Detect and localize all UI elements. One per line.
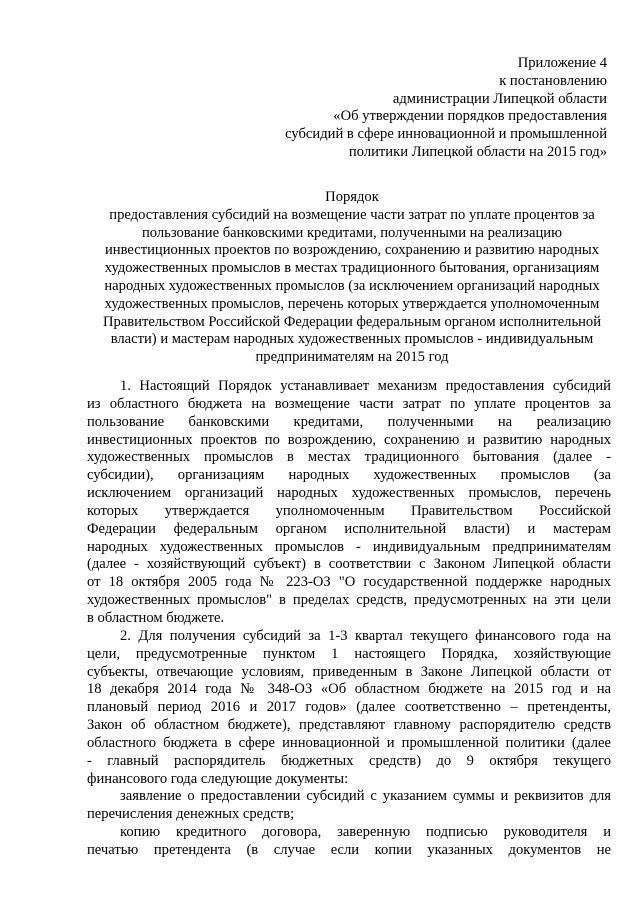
title-heading: Порядок [325, 189, 379, 205]
title-line: инвестиционных проектов по возрождению, сохранению и развитию народных [104, 242, 599, 259]
title-line: народных художественных промыслов (за исключением организаций народных [104, 277, 600, 294]
paragraph-1-line: народных художественных промыслов - индивидуальным предпринимателям [87, 538, 611, 555]
paragraph-1-line: инвестиционных проектов по возрождению, сохранению и развитию народных [87, 431, 611, 448]
appendix-line: к постановлению [499, 72, 607, 89]
list-item-line: перечисления денежных средств; [87, 806, 295, 823]
title-line: власти) и мастерам народных художественных промыслов - индивидуальным [110, 331, 594, 348]
list-item-line: печатью претендента (в случае если копии указанных документов не [87, 841, 611, 858]
appendix-line: «Об утверждении порядков предоставления [333, 108, 607, 125]
appendix-line: Приложение 4 [517, 55, 607, 71]
paragraph-1-line: исключением организаций народных художественных промыслов, перечень [87, 485, 611, 502]
title-line: художественных промыслов в местах традиционного бытования, организациям [104, 260, 600, 277]
paragraph-2-line: Закон об областном бюджете), представляют главному распорядителю средств [87, 717, 611, 734]
paragraph-1-line: (далее - хозяйствующий субъект) в соответствии с Законом Липецкой области [87, 556, 611, 573]
paragraph-1-line: которых утверждается уполномоченным Правительством Российской [87, 502, 611, 519]
paragraph-1-line: 1. Настоящий Порядок устанавливает механизм предоставления субсидий [120, 378, 611, 394]
paragraph-1-line: Федерации федеральным органом исполнительной власти) и мастерам [87, 520, 611, 537]
title-line: предоставления субсидий на возмещение части затрат по уплате процентов за [109, 206, 595, 223]
paragraph-1-line: в областном бюджете. [87, 609, 225, 626]
list-item-line: копию кредитного договора, заверенную подписью руководителя и [120, 824, 611, 841]
paragraph-2-line: - главный распорядитель бюджетных средств) до 9 октября текущего [87, 752, 611, 769]
title-line: художественных промыслов, перечень которых утверждается уполномоченным [104, 295, 600, 312]
list-item-line: заявление о предоставлении субсидий с указанием суммы и реквизитов для [120, 788, 611, 805]
title-line: Правительством Российской Федерации федеральным органом исполнительной [102, 313, 602, 330]
paragraph-1-line: художественных промыслов" в пределах средств, предусмотренных на эти цели [87, 592, 611, 609]
document-title [88, 189, 616, 367]
paragraph-2-line: субъекты, отвечающие условиям, приведенным в Законе Липецкой области от [87, 663, 611, 680]
document-body [87, 378, 611, 860]
paragraph-2-line: плановый период 2016 и 2017 годов» (далее соответственно – претенденты, [87, 699, 611, 716]
appendix-line: администрации Липецкой области [392, 90, 607, 107]
paragraph-2-line: 18 декабря 2014 года № 348-ОЗ «Об областном бюджете на 2015 год и на [87, 681, 611, 698]
paragraph-2-line: цели, предусмотренные пунктом 1 настоящего Порядка, хозяйствующие [87, 645, 611, 662]
paragraph-2-line: финансового года следующие документы: [87, 770, 349, 787]
paragraph-1-line: художественных промыслов в местах традиционного бытования (далее - [87, 449, 611, 466]
title-line: пользование банковскими кредитами, полученными на реализацию [141, 224, 563, 241]
appendix-line: политики Липецкой области на 2015 год» [348, 143, 607, 160]
appendix-line: субсидий в сфере инновационной и промышленной [285, 126, 607, 143]
paragraph-2-line: областного бюджета в сфере инновационной и промышленной политики (далее [87, 734, 611, 751]
paragraph-1-line: от 18 октября 2005 года № 223-ОЗ "О государственной поддержке народных [87, 574, 611, 591]
paragraph-2-line: 2. Для получения субсидий за 1-3 квартал текущего финансового года на [120, 627, 611, 644]
paragraph-1-line: субсидии), организациям народных художественных промыслов (за [87, 467, 611, 484]
appendix-header [187, 55, 607, 162]
paragraph-1-line: пользование банковскими кредитами, полученными на реализацию [87, 413, 611, 430]
title-line: предпринимателям на 2015 год [255, 349, 449, 366]
paragraph-1-line: из областного бюджета на возмещение части затрат по уплате процентов за [87, 395, 611, 412]
